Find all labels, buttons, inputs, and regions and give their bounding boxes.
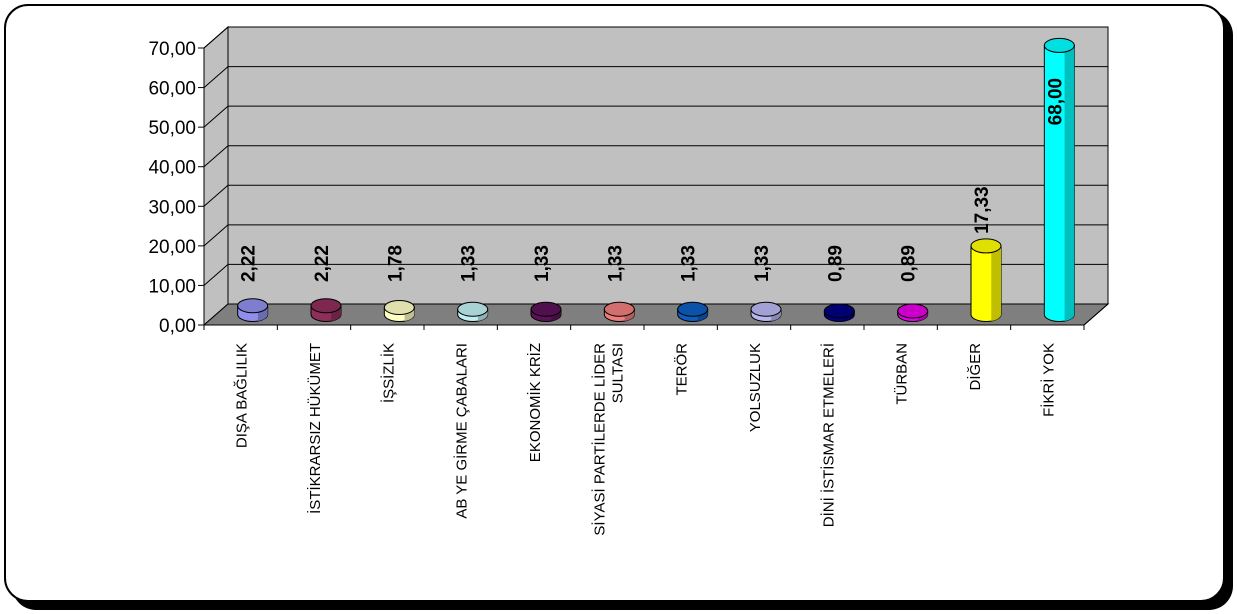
bar-top (604, 302, 634, 316)
bar-top (898, 304, 928, 318)
bar-top (971, 239, 1001, 253)
category-label: İŞSİZLİK (380, 343, 398, 404)
category-label: AB YE GİRME ÇABALARI (453, 342, 471, 519)
bar-top (458, 302, 488, 316)
y-tick-label: 70,00 (148, 39, 196, 60)
data-label: 17,33 (972, 186, 993, 234)
side-wall (204, 27, 228, 325)
data-label: 0,89 (898, 245, 920, 282)
bar (678, 302, 708, 321)
category-label: TERÖR (673, 343, 691, 396)
y-tick-label: 0,00 (159, 316, 196, 337)
category-label: SİYASİ PARTİLERDE LİDER (591, 343, 609, 536)
data-label: 68,00 (1045, 77, 1067, 126)
data-label: 1,33 (532, 245, 553, 282)
bar-top (531, 302, 561, 316)
bar (604, 302, 634, 321)
y-tick-label: 10,00 (148, 276, 196, 298)
bar (311, 299, 341, 322)
bar-top (751, 302, 781, 316)
y-tick-label: 40,00 (148, 157, 196, 179)
data-label: 1,33 (678, 245, 700, 282)
category-label: SULTASI (609, 343, 627, 404)
category-label: FİKRİ YOK (1040, 343, 1058, 417)
bar-shade (991, 246, 1001, 321)
data-label: 0,89 (825, 245, 847, 282)
category-label: İSTİKRARSIZ HÜKÜMET (307, 343, 324, 514)
bar-top (238, 299, 268, 313)
category-label: DİNİ İSTİSMAR ETMELERİ (820, 343, 838, 528)
bar-top (1044, 38, 1074, 52)
data-label: 2,22 (238, 245, 260, 282)
bar (238, 299, 268, 322)
bar (384, 300, 414, 321)
bar-top (311, 299, 341, 313)
bar (531, 302, 561, 321)
category-label: DIŞA BAĞLILIK (233, 343, 251, 449)
bar-top (384, 300, 414, 314)
category-label: DİĞER (967, 343, 984, 391)
bar (458, 302, 488, 321)
data-label: 2,22 (312, 245, 333, 282)
data-label: 1,33 (752, 245, 773, 282)
y-tick-label: 60,00 (148, 78, 196, 100)
category-label: YOLSUZLUK (747, 343, 764, 433)
data-label: 1,33 (605, 245, 627, 282)
bar-top (824, 304, 854, 318)
data-label: 1,78 (385, 245, 407, 282)
y-tick-label: 20,00 (148, 236, 196, 258)
data-label: 1,33 (458, 245, 480, 282)
bar (898, 304, 928, 322)
category-label: TÜRBAN (893, 343, 911, 405)
bar-top (678, 302, 708, 316)
bar (751, 302, 781, 321)
category-label: EKONOMİK KRİZ (527, 343, 544, 463)
bar (824, 304, 854, 322)
y-tick-label: 30,00 (148, 197, 196, 219)
bar (971, 239, 1001, 322)
y-tick-label: 50,00 (148, 118, 196, 140)
